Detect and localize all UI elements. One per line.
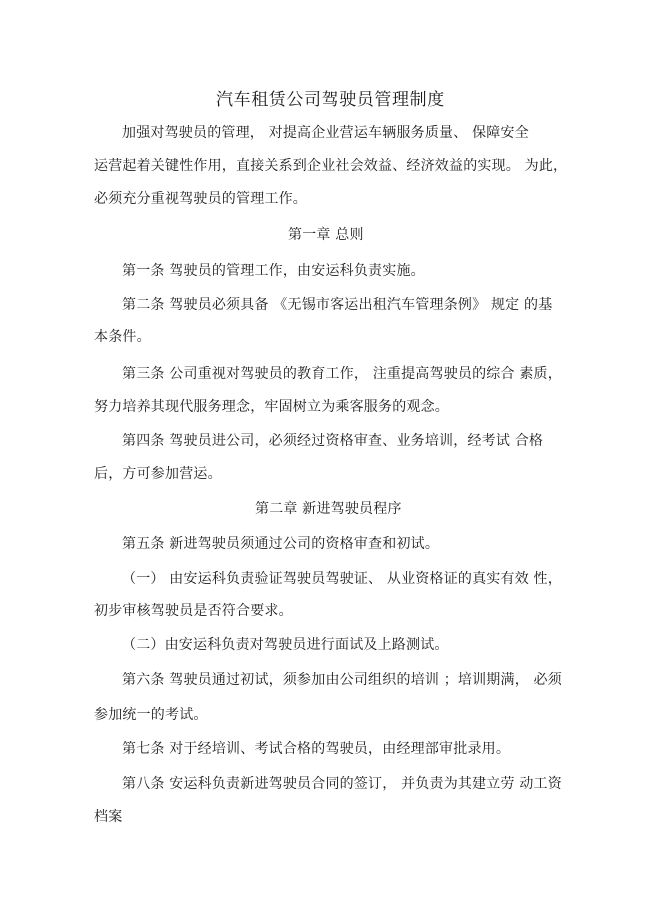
- article-7: 第七条 对于经培训、考试合格的驾驶员，由经理部审批录用。: [122, 741, 511, 757]
- article-6-line-2: 参加统一的考试。: [94, 707, 208, 723]
- intro-line-2: 运营起着关键性作用，直接关系到企业社会效益、经济效益的实现。 为此，: [94, 158, 568, 174]
- article-8-line-2: 档案: [94, 809, 123, 825]
- article-2-line-1: 第二条 驾驶员必须具备 《无锡市客运出租汽车管理条例》 规定 的基: [122, 297, 553, 313]
- article-2-line-2: 本条件。: [94, 329, 151, 345]
- intro-line-1: 加强对驾驶员的管理， 对提高企业营运车辆服务质量、 保障安全: [122, 125, 529, 141]
- article-3-line-2: 努力培养其现代服务理念，牢固树立为乘客服务的观念。: [94, 399, 449, 415]
- chapter-2-heading: 第二章 新进驾驶员程序: [255, 501, 402, 517]
- intro-line-3: 必须充分重视驾驶员的管理工作。: [94, 191, 307, 207]
- document-title: 汽车租赁公司驾驶员管理制度: [216, 90, 445, 110]
- article-3-line-1: 第三条 公司重视对驾驶员的教育工作， 注重提高驾驶员的综合 素质，: [122, 366, 562, 382]
- chapter-1-heading: 第一章 总则: [288, 227, 364, 243]
- article-1: 第一条 驾驶员的管理工作，由安运科负责实施。: [122, 263, 425, 279]
- article-5: 第五条 新进驾驶员须通过公司的资格审查和初试。: [122, 536, 440, 552]
- article-8-line-1: 第八条 安运科负责新进驾驶员合同的签订， 并负责为其建立劳 动工资: [122, 776, 562, 792]
- article-4-line-1: 第四条 驾驶员进公司，必须经过资格审查、业务培训，经考试 合格: [122, 433, 544, 449]
- article-6-line-1: 第六条 驾驶员通过初试，须参加由公司组织的培训 ；培训期满， 必须: [122, 672, 562, 688]
- article-4-line-2: 后，方可参加营运。: [94, 466, 222, 482]
- item-1-line-2: 初步审核驾驶员是否符合要求。: [94, 603, 293, 619]
- item-1-line-1: （一） 由安运科负责验证驾驶员驾驶证、 从业资格证的真实有效 性，: [122, 571, 562, 587]
- item-2: （二）由安运科负责对驾驶员进行面试及上路测试。: [122, 637, 449, 653]
